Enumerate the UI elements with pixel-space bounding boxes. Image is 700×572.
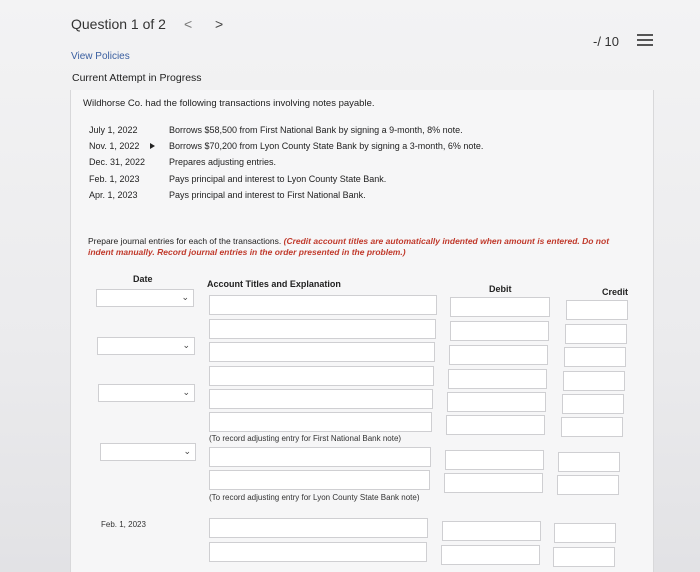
header [0,0,700,49]
credit-input[interactable] [564,347,626,367]
header-credit: Credit [602,287,629,297]
entry-date: Feb. 1, 2023 [101,520,146,529]
header-date: Date [133,274,153,284]
credit-input[interactable] [554,523,616,543]
credit-input[interactable] [563,371,625,391]
credit-input[interactable] [566,300,628,320]
chevron-down-icon: ⌄ [182,340,190,350]
credit-input[interactable] [561,417,623,437]
attempt-status: Current Attempt in Progress [72,72,202,84]
question-title: Question 1 of 2 [71,16,166,32]
chevron-down-icon: ⌄ [182,387,190,397]
transaction-description: Prepares adjusting entries. [169,157,277,167]
debit-input[interactable] [445,450,544,470]
transaction-description: Pays principal and interest to Lyon County State Bank. [169,174,387,184]
date-select[interactable] [100,443,196,461]
chevron-down-icon: ⌄ [181,292,189,302]
instructions [88,236,628,258]
transaction-date: Nov. 1, 2022 [89,141,140,151]
debit-input[interactable] [450,297,550,317]
date-select[interactable] [96,289,194,307]
debit-input[interactable] [447,392,546,412]
credit-input[interactable] [558,452,620,472]
credit-input[interactable] [557,475,619,495]
debit-input[interactable] [448,369,547,389]
account-title-input[interactable] [209,295,437,315]
problem-intro: Wildhorse Co. had the following transactions involving notes payable. [83,98,375,109]
account-title-input[interactable] [209,389,433,409]
debit-input[interactable] [446,415,545,435]
date-select[interactable] [98,384,195,402]
header-debit: Debit [489,284,512,294]
debit-input[interactable] [442,521,541,541]
previous-question-button[interactable]: < [184,16,193,32]
transaction-date: July 1, 2022 [89,125,138,135]
pointer-cursor-icon [150,143,155,149]
credit-input[interactable] [553,547,615,567]
transaction-date: Dec. 31, 2022 [89,157,146,167]
transaction-row [89,190,366,200]
transaction-row [89,174,387,184]
entry-note: (To record adjusting entry for Lyon County State Bank note) [209,493,420,502]
transaction-description: Pays principal and interest to First National Bank. [169,190,366,200]
transaction-description: Borrows $58,500 from First National Bank by signing a 9-month, 8% note. [169,125,463,135]
chevron-down-icon: ⌄ [183,446,191,456]
debit-input[interactable] [450,321,549,341]
credit-input[interactable] [565,324,627,344]
transaction-row [89,141,484,151]
debit-input[interactable] [441,545,540,565]
account-title-input[interactable] [209,542,427,562]
debit-input[interactable] [444,473,543,493]
transaction-row [89,157,277,167]
date-select[interactable] [97,337,195,355]
account-title-input[interactable] [209,518,428,538]
credit-input[interactable] [562,394,624,414]
question-list-icon[interactable] [637,34,653,48]
score-display: -/ 10 [593,34,620,49]
header-account: Account Titles and Explanation [207,279,341,289]
view-policies-link[interactable]: View Policies [71,51,130,62]
next-question-button[interactable]: > [215,16,224,32]
entry-note: (To record adjusting entry for First National Bank note) [209,434,402,443]
account-title-input[interactable] [209,342,435,362]
transaction-date: Apr. 1, 2023 [89,190,138,200]
account-title-input[interactable] [209,412,432,432]
transaction-description: Borrows $70,200 from Lyon County State Bank by signing a 3-month, 6% note. [169,141,484,151]
instructions-text: Prepare journal entries for each of the transactions. [88,236,284,246]
transaction-date: Feb. 1, 2023 [89,174,140,184]
transaction-row [89,125,463,135]
instructions-emphasis: (Credit account titles are automatically indented when amount is entered. Do not indent manually. Record journal entries in the order presented in the problem.) [88,236,610,257]
account-title-input[interactable] [209,470,430,490]
debit-input[interactable] [449,345,548,365]
account-title-input[interactable] [209,447,431,467]
account-title-input[interactable] [209,319,436,339]
account-title-input[interactable] [209,366,434,386]
